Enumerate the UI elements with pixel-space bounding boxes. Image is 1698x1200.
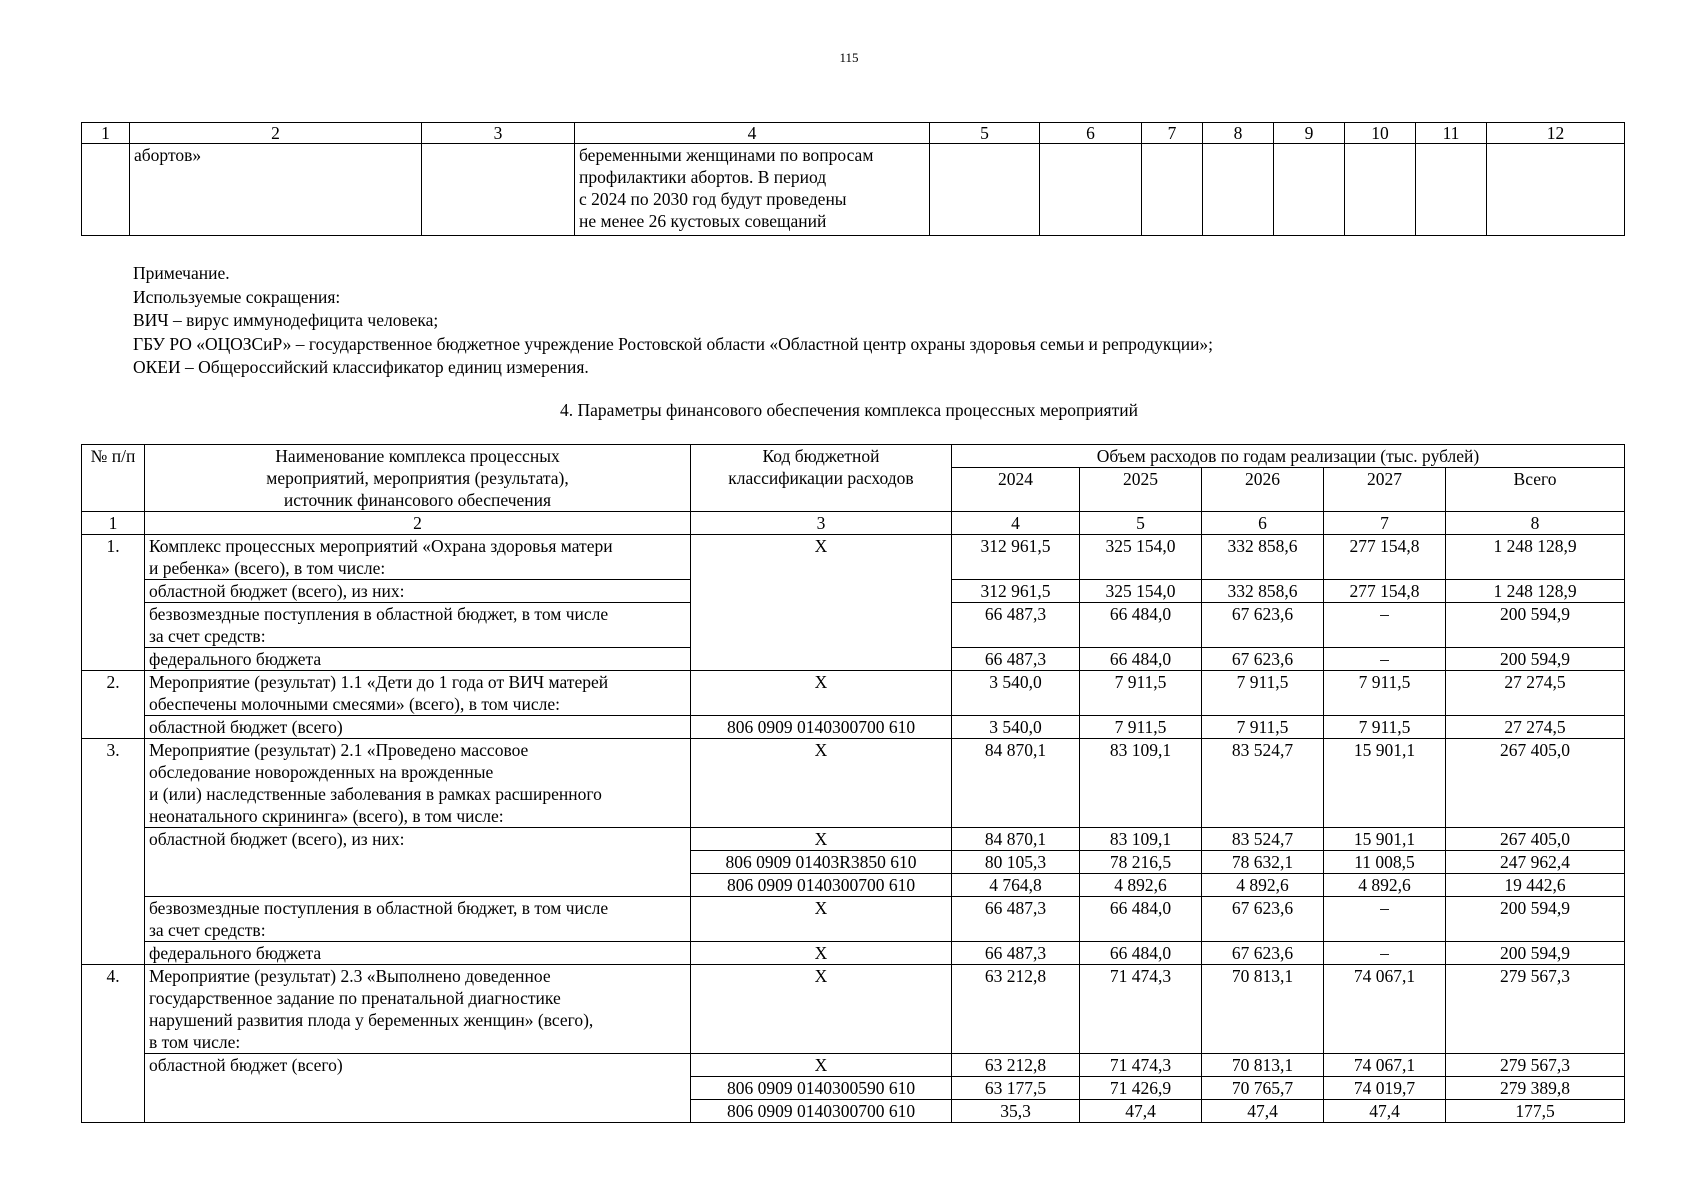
value-cell: 71 474,3 — [1080, 1054, 1202, 1077]
value-cell: 325 154,0 — [1080, 535, 1202, 580]
value-cell: 279 389,8 — [1446, 1077, 1625, 1100]
text-line: обследование новорожденных на врожденные — [149, 762, 494, 782]
header-total: Всего — [1446, 468, 1625, 512]
row-name — [145, 897, 691, 942]
value-cell: 47,4 — [1324, 1100, 1446, 1123]
value-cell: 312 961,5 — [952, 535, 1080, 580]
value-cell: 70 765,7 — [1202, 1077, 1324, 1100]
budget-code: X — [691, 1054, 952, 1077]
value-cell: 66 484,0 — [1080, 648, 1202, 671]
table-row — [82, 716, 1625, 739]
col-num: 3 — [691, 512, 952, 535]
text-line: государственное задание по пренатальной диагностике — [149, 988, 561, 1008]
value-cell: 200 594,9 — [1446, 603, 1625, 648]
section-title: 4. Параметры финансового обеспечения комплекса процессных мероприятий — [560, 400, 1138, 420]
value-cell: 177,5 — [1446, 1100, 1625, 1123]
col-num: 6 — [1202, 512, 1324, 535]
value-cell: 74 019,7 — [1324, 1077, 1446, 1100]
header-name — [145, 445, 691, 512]
header-line: Наименование комплекса процессных — [275, 446, 560, 466]
col-num: 8 — [1446, 512, 1625, 535]
text-line: и (или) наследственные заболевания в рамках расширенного — [149, 784, 602, 804]
row-number: 3. — [82, 739, 145, 965]
header-year: 2027 — [1324, 468, 1446, 512]
value-cell: 74 067,1 — [1324, 1054, 1446, 1077]
row-name — [145, 671, 691, 716]
value-cell: 66 487,3 — [952, 648, 1080, 671]
value-cell: 67 623,6 — [1202, 603, 1324, 648]
budget-code: X — [691, 671, 952, 716]
note-item: ГБУ РО «ОЦОЗСиР» – государственное бюджетное учреждение Ростовской области «Областной центр охраны здоровья семьи и репродукции»; — [133, 333, 1214, 354]
row-name — [145, 603, 691, 648]
value-cell: 71 474,3 — [1080, 965, 1202, 1054]
value-cell: 67 623,6 — [1202, 648, 1324, 671]
col-num: 2 — [130, 123, 422, 144]
col-num: 4 — [575, 123, 930, 144]
value-cell: 1 248 128,9 — [1446, 580, 1625, 603]
table-cell: абортов» — [130, 144, 422, 236]
value-cell: 200 594,9 — [1446, 897, 1625, 942]
value-cell: 277 154,8 — [1324, 580, 1446, 603]
row-name — [145, 965, 691, 1054]
value-cell: 15 901,1 — [1324, 739, 1446, 828]
col-num: 12 — [1487, 123, 1625, 144]
value-cell: 83 109,1 — [1080, 739, 1202, 828]
value-cell: 78 632,1 — [1202, 851, 1324, 874]
header-num: № п/п — [82, 445, 145, 512]
row-name — [145, 739, 691, 828]
value-cell: 267 405,0 — [1446, 739, 1625, 828]
budget-code: 806 0909 0140300590 610 — [691, 1077, 952, 1100]
value-cell: 78 216,5 — [1080, 851, 1202, 874]
value-cell: 279 567,3 — [1446, 1054, 1625, 1077]
header-year: 2025 — [1080, 468, 1202, 512]
text-line: безвозмездные поступления в областной бюджет, в том числе — [149, 604, 609, 624]
table-cell — [1345, 144, 1416, 236]
value-cell: – — [1324, 897, 1446, 942]
text-line: обеспечены молочными смесями» (всего), в том числе: — [149, 694, 560, 714]
value-cell: 279 567,3 — [1446, 965, 1625, 1054]
header-line: классификации расходов — [728, 468, 914, 488]
table-cell — [575, 144, 930, 236]
value-cell: 3 540,0 — [952, 671, 1080, 716]
col-num: 10 — [1345, 123, 1416, 144]
col-num: 2 — [145, 512, 691, 535]
budget-code: 806 0909 0140300700 610 — [691, 1100, 952, 1123]
value-cell: 66 487,3 — [952, 897, 1080, 942]
value-cell: 67 623,6 — [1202, 942, 1324, 965]
col-num: 3 — [422, 123, 575, 144]
table-row — [82, 828, 1625, 851]
table-cell — [1203, 144, 1274, 236]
table-cell — [422, 144, 575, 236]
text-line: Мероприятие (результат) 1.1 «Дети до 1 года от ВИЧ матерей — [149, 672, 609, 692]
budget-code: X — [691, 828, 952, 851]
value-cell: 84 870,1 — [952, 739, 1080, 828]
value-cell: 325 154,0 — [1080, 580, 1202, 603]
value-cell: 247 962,4 — [1446, 851, 1625, 874]
col-num: 1 — [82, 123, 130, 144]
value-cell: 4 892,6 — [1202, 874, 1324, 897]
header-line: источник финансового обеспечения — [283, 490, 552, 510]
table-cell — [1416, 144, 1487, 236]
text-line: и ребенка» (всего), в том числе: — [149, 558, 386, 578]
row-number: 4. — [82, 965, 145, 1123]
header-years-group: Объем расходов по годам реализации (тыс. рублей) — [952, 445, 1625, 468]
value-cell: 70 813,1 — [1202, 965, 1324, 1054]
col-num: 8 — [1203, 123, 1274, 144]
table-row — [82, 144, 1625, 236]
budget-code: X — [691, 897, 952, 942]
column-numbers-row — [82, 123, 1625, 144]
text-line: Комплекс процессных мероприятий «Охрана здоровья матери — [149, 536, 613, 556]
row-number: 2. — [82, 671, 145, 739]
budget-code: X — [691, 942, 952, 965]
budget-code: X — [691, 535, 952, 671]
continuation-table — [81, 122, 1625, 236]
value-cell: 7 911,5 — [1202, 671, 1324, 716]
value-cell: 15 901,1 — [1324, 828, 1446, 851]
text-line: Мероприятие (результат) 2.1 «Проведено массовое — [149, 740, 529, 760]
col-num: 4 — [952, 512, 1080, 535]
value-cell: – — [1324, 942, 1446, 965]
header-line: мероприятий, мероприятия (результата), — [266, 468, 569, 488]
header-year: 2026 — [1202, 468, 1324, 512]
row-name: областной бюджет (всего), из них: — [145, 580, 691, 603]
value-cell: 27 274,5 — [1446, 671, 1625, 716]
text-line: не менее 26 кустовых совещаний — [579, 211, 827, 231]
table-row — [82, 897, 1625, 942]
value-cell: 83 109,1 — [1080, 828, 1202, 851]
text-line: с 2024 по 2030 год будут проведены — [579, 189, 847, 209]
table-cell — [1040, 144, 1142, 236]
value-cell: 66 487,3 — [952, 942, 1080, 965]
col-num: 6 — [1040, 123, 1142, 144]
value-cell: 4 892,6 — [1080, 874, 1202, 897]
row-name: областной бюджет (всего) — [145, 1054, 691, 1123]
text-line: безвозмездные поступления в областной бюджет, в том числе — [149, 898, 609, 918]
value-cell: 4 764,8 — [952, 874, 1080, 897]
value-cell: 19 442,6 — [1446, 874, 1625, 897]
value-cell: 63 212,8 — [952, 965, 1080, 1054]
table-row — [82, 671, 1625, 716]
page-number: 115 — [839, 50, 859, 65]
table-row — [82, 942, 1625, 965]
value-cell: 74 067,1 — [1324, 965, 1446, 1054]
row-name: федерального бюджета — [145, 942, 691, 965]
text-line: нарушений развития плода у беременных женщин» (всего), — [149, 1010, 594, 1030]
value-cell: 332 858,6 — [1202, 535, 1324, 580]
value-cell: 63 177,5 — [952, 1077, 1080, 1100]
value-cell: 7 911,5 — [1324, 671, 1446, 716]
value-cell: 70 813,1 — [1202, 1054, 1324, 1077]
value-cell: 7 911,5 — [1080, 716, 1202, 739]
header-code — [691, 445, 952, 512]
column-numbers-row — [82, 512, 1625, 535]
table-cell — [1142, 144, 1203, 236]
table-cell — [1487, 144, 1625, 236]
col-num: 5 — [1080, 512, 1202, 535]
text-line: Мероприятие (результат) 2.3 «Выполнено доведенное — [149, 966, 551, 986]
budget-code: 806 0909 0140300700 610 — [691, 874, 952, 897]
value-cell: 200 594,9 — [1446, 942, 1625, 965]
value-cell: 67 623,6 — [1202, 897, 1324, 942]
value-cell: 332 858,6 — [1202, 580, 1324, 603]
notes-title: Примечание. — [133, 263, 230, 283]
row-name: областной бюджет (всего) — [145, 716, 691, 739]
value-cell: 80 105,3 — [952, 851, 1080, 874]
value-cell: 1 248 128,9 — [1446, 535, 1625, 580]
value-cell: 7 911,5 — [1202, 716, 1324, 739]
header-row — [82, 445, 1625, 468]
budget-code: X — [691, 965, 952, 1054]
value-cell: 66 484,0 — [1080, 603, 1202, 648]
value-cell: 200 594,9 — [1446, 648, 1625, 671]
text-line: за счет средств: — [149, 626, 266, 646]
value-cell: 63 212,8 — [952, 1054, 1080, 1077]
value-cell: – — [1324, 603, 1446, 648]
value-cell: 47,4 — [1080, 1100, 1202, 1123]
table-cell — [82, 144, 130, 236]
table-cell — [1274, 144, 1345, 236]
text-line: профилактики абортов. В период — [579, 167, 827, 187]
note-item: ВИЧ – вирус иммунодефицита человека; — [133, 310, 439, 330]
row-number: 1. — [82, 535, 145, 671]
value-cell: 4 892,6 — [1324, 874, 1446, 897]
value-cell: 267 405,0 — [1446, 828, 1625, 851]
value-cell: 35,3 — [952, 1100, 1080, 1123]
col-num: 5 — [930, 123, 1040, 144]
financial-table — [81, 444, 1625, 1123]
value-cell: – — [1324, 648, 1446, 671]
value-cell: 66 487,3 — [952, 603, 1080, 648]
table-row — [82, 535, 1625, 580]
value-cell: 7 911,5 — [1324, 716, 1446, 739]
table-row — [82, 1054, 1625, 1077]
text-line: беременными женщинами по вопросам — [579, 145, 874, 165]
value-cell: 11 008,5 — [1324, 851, 1446, 874]
table-row — [82, 965, 1625, 1054]
col-num: 1 — [82, 512, 145, 535]
table-row — [82, 739, 1625, 828]
col-num: 7 — [1142, 123, 1203, 144]
value-cell: 71 426,9 — [1080, 1077, 1202, 1100]
value-cell: 66 484,0 — [1080, 897, 1202, 942]
value-cell: 83 524,7 — [1202, 739, 1324, 828]
value-cell: 312 961,5 — [952, 580, 1080, 603]
text-line: неонатального скрининга» (всего), в том числе: — [149, 806, 504, 826]
budget-code: 806 0909 0140300700 610 — [691, 716, 952, 739]
note-item: ОКЕИ – Общероссийский классификатор единиц измерения. — [133, 357, 589, 377]
text-line: в том числе: — [149, 1032, 241, 1052]
text-line: за счет средств: — [149, 920, 266, 940]
header-line: Код бюджетной — [762, 446, 880, 466]
value-cell: 66 484,0 — [1080, 942, 1202, 965]
row-name — [145, 535, 691, 580]
header-year: 2024 — [952, 468, 1080, 512]
notes-block — [133, 262, 1213, 380]
col-num: 11 — [1416, 123, 1487, 144]
value-cell: 83 524,7 — [1202, 828, 1324, 851]
row-name: федерального бюджета — [145, 648, 691, 671]
value-cell: 277 154,8 — [1324, 535, 1446, 580]
notes-subtitle: Используемые сокращения: — [133, 286, 341, 307]
col-num: 9 — [1274, 123, 1345, 144]
value-cell: 84 870,1 — [952, 828, 1080, 851]
budget-code: X — [691, 739, 952, 828]
value-cell: 27 274,5 — [1446, 716, 1625, 739]
table-cell — [930, 144, 1040, 236]
budget-code: 806 0909 01403R3850 610 — [691, 851, 952, 874]
value-cell: 47,4 — [1202, 1100, 1324, 1123]
row-name: областной бюджет (всего), из них: — [145, 828, 691, 897]
value-cell: 3 540,0 — [952, 716, 1080, 739]
value-cell: 7 911,5 — [1080, 671, 1202, 716]
col-num: 7 — [1324, 512, 1446, 535]
